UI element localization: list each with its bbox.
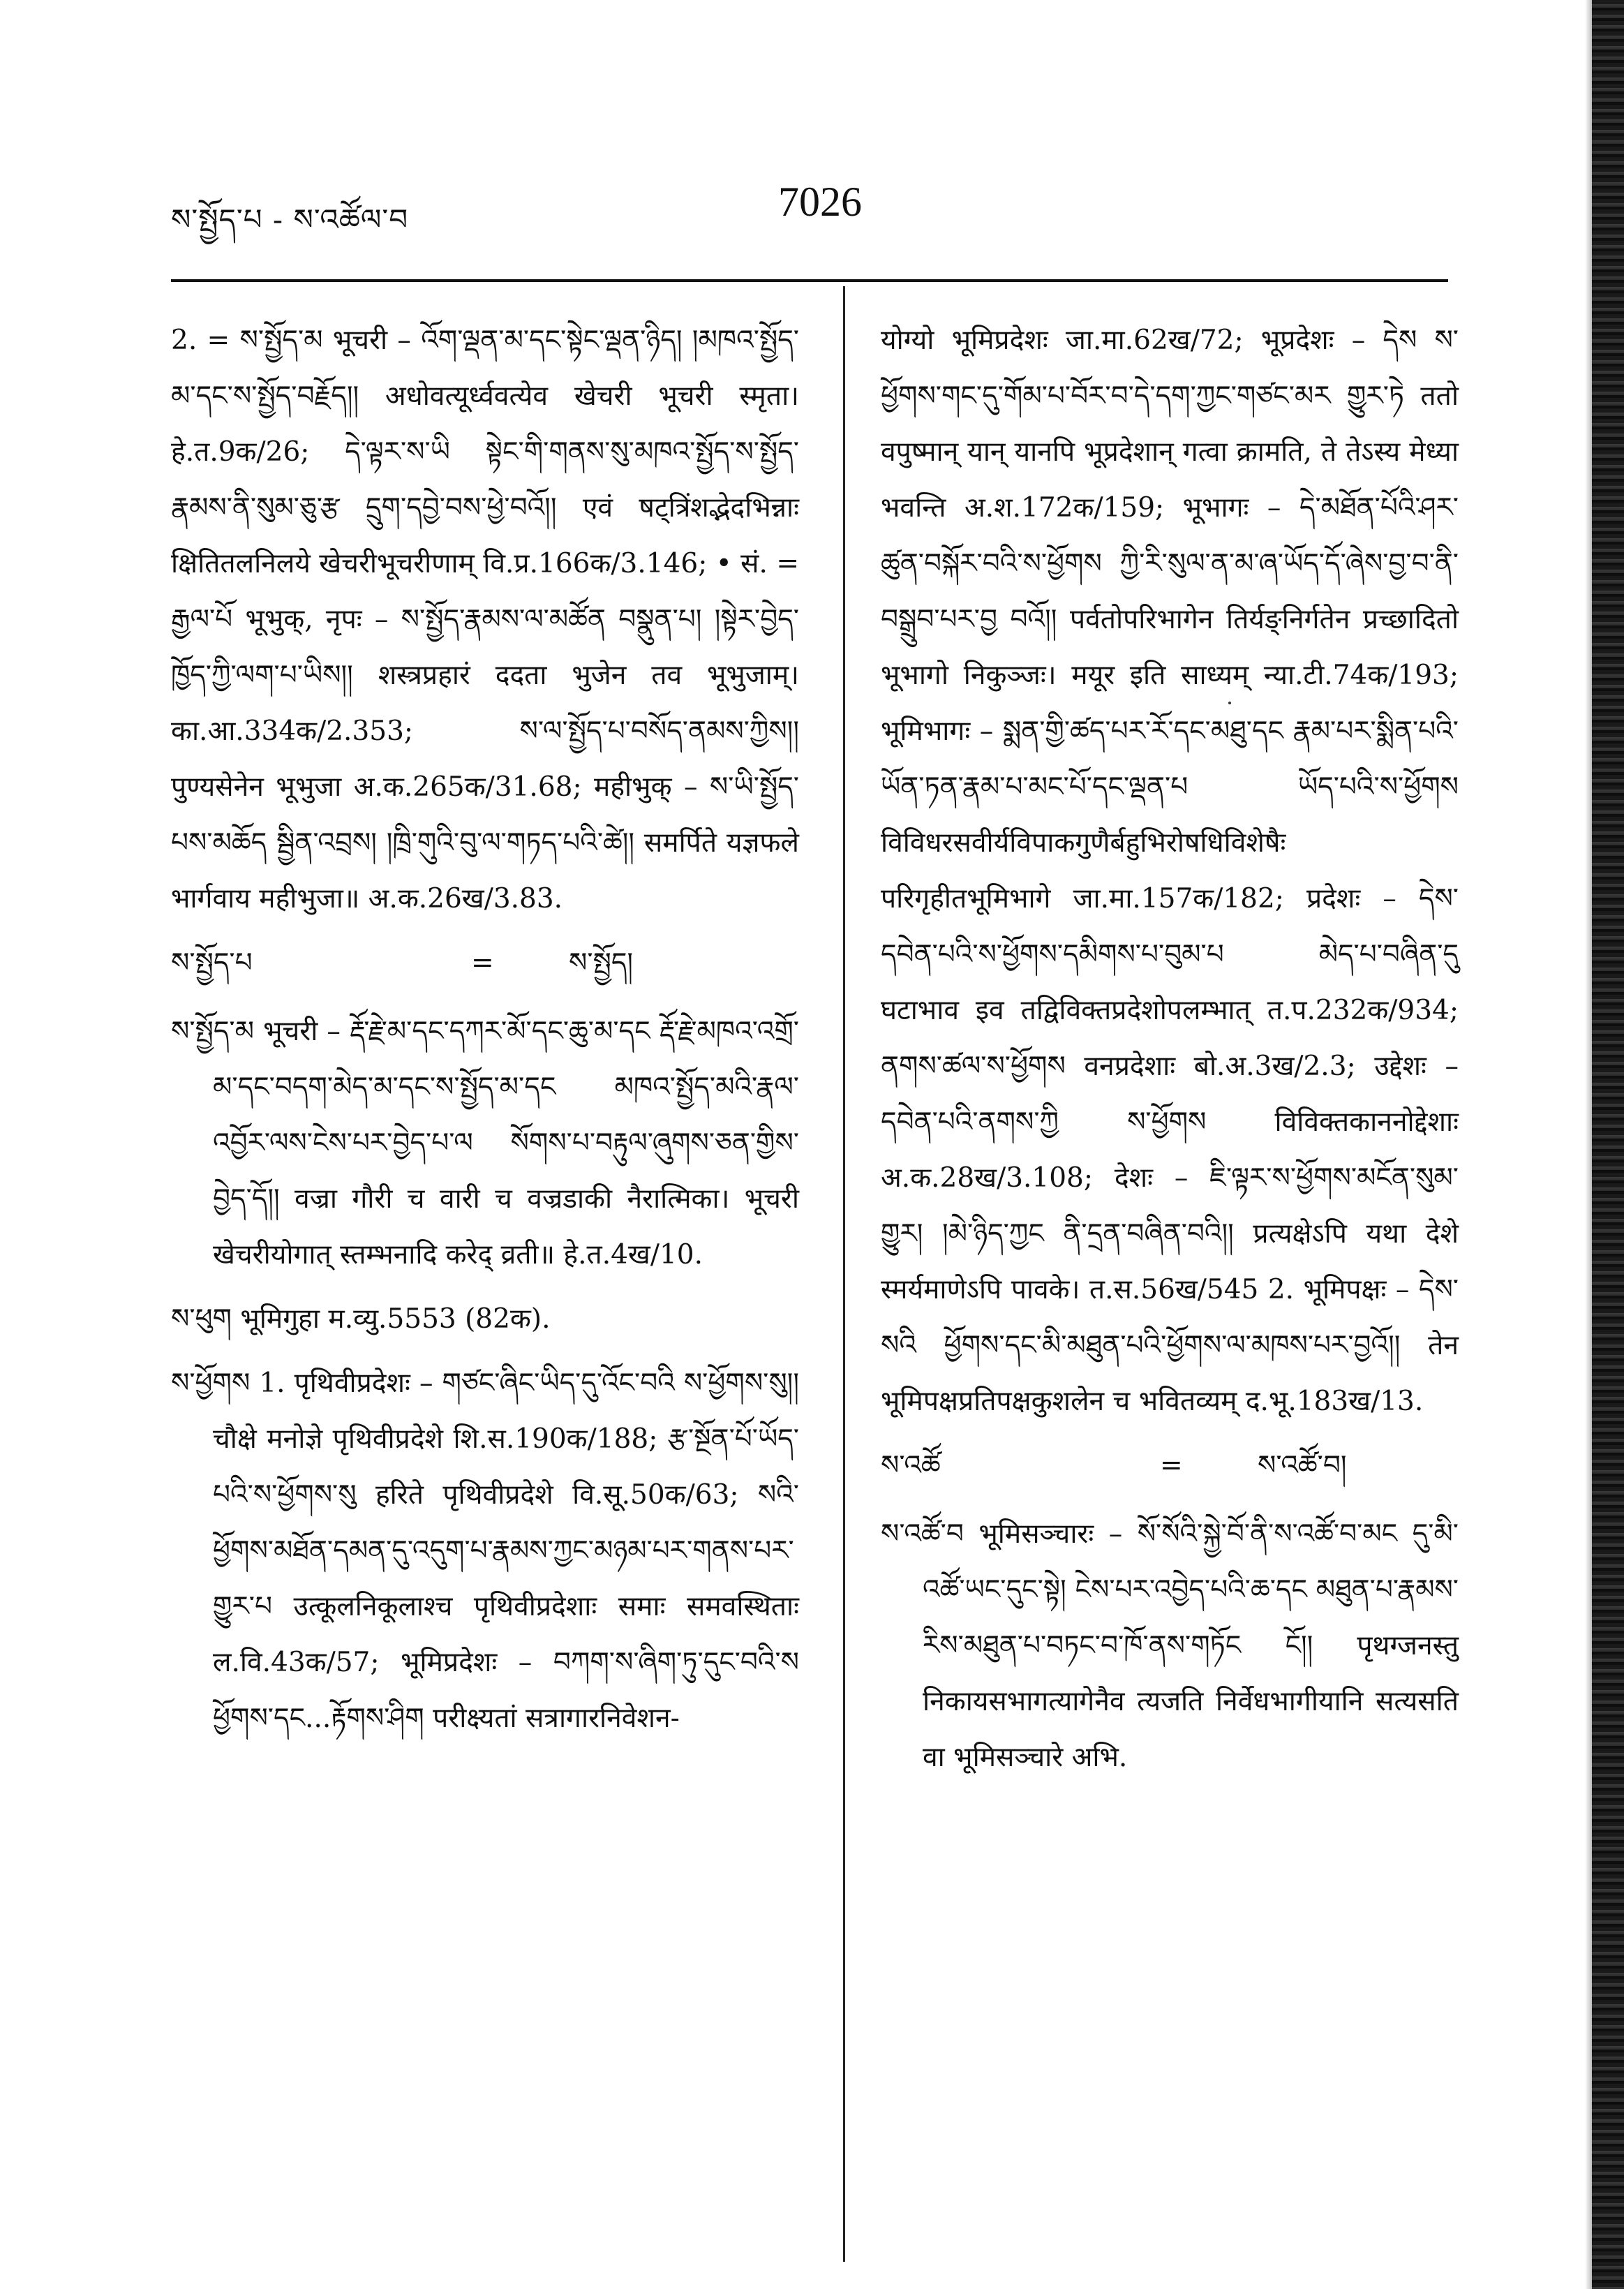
cross-reference [171, 935, 799, 991]
page-number: 7026 [778, 179, 862, 225]
xref-equals: = [1160, 1450, 1183, 1481]
xref-lemma: ས་འཚོ [881, 1450, 941, 1481]
page-header [171, 178, 1455, 237]
dictionary-entry-continued: योग्यो भूमिप्रदेशः जा.मा.62ख/72; भूप्रदेशः – དེས ས་ཕྱོགས་གང་དུ་གོམ་པ་བོར་བ་དེ་དག་ཀྱང་གཙང་མར གྱུར་ཏེ ततो वपुष्मान् यान् यानपि भूप्रदेशान् गत्वा क्रामति, ते तेऽस्य मेध्या भवन्ति अ.श.172क/159; भूभागः – དེ་མཐོན་པོའི་ཤར་ཚུན་བསྐོར་བའི་ས་ཕྱོགས ཀྱི་རི་སུལ་ན་མ་ཞ་ཡོད་དོ་ཞེས་བྱ་བ་ནི་བསྒྲུབ་པར་བྱ བའོ།། पर्वतोपरिभागेन तिर्यङ्निर्गतेन प्रच्छादितो भूभागो निकुञ्जः। मयूर इति साध्यम् न्या.टी.74क/193; भूमिभागः – སྨན་གྱི་ཚད་པར་རོ་དང་མཐུ་དང རྣམ་པར་སྨིན་པའི་ཡོན་ཏན་རྣམ་པ་མང་པོ་དང་ལྡན་པ ཡོད་པའི་ས་ཕྱོགས विविधरसवीर्यविपाकगुणैर्बहुभिरोषधिविशेषैः परिगृहीतभूमिभागे जा.मा.157क/182; प्रदेशः – དེས་དབེན་པའི་ས་ཕྱོགས་དམིགས་པ་བུམ་པ མེད་པ་བཞིན་དུ घटाभाव इव तद्विविक्तप्रदेशोपलम्भात् त.प.232क/934; ནགས་ཚལ་ས་ཕྱོགས वनप्रदेशाः बो.अ.3ख/2.3; उद्देशः – དབེན་པའི་ནགས་ཀྱི ས་ཕྱོགས विविक्तकाननोद्देशाः अ.क.28ख/3.108; देशः – ཇི་ལྟར་ས་ཕྱོགས་མངོན་སུམ་གྱུར། །མེ་ཉིད་ཀྱང ནི་དྲན་བཞིན་བའི།། प्रत्यक्षेऽपि यथा देशे स्मर्यमाणेऽपि पावके। त.स.56ख/545 2. भूमिपक्षः – དེས་སའི ཕྱོགས་དང་མི་མཐུན་པའི་ཕྱོགས་ལ་མཁས་པར་བྱའོ།། तेन भूमिपक्षप्रतिपक्षकुशलेन च भवितव्यम् द.भू.183ख/13. [881, 325, 1459, 1417]
xref-lemma: ས་སྤྱོད་པ [171, 947, 253, 979]
xref-target: ས་འཚོ་བ། [1258, 1450, 1347, 1481]
dictionary-entry: ས་ཕྱོགས 1. पृथिवीप्रदेशः – གཙང་ཞིང་ཡིད་དུ་འོང་བའི ས་ཕྱོགས་སུ།། चौक्षे मनोज्ञे पृथिवीप्रदेशे शि.स.190क/188; རྩ་སྔོན་པོ་ཡོད་པའི་ས་ཕྱོགས་སུ हरिते पृथिवीप्रदेशे वि.सू.50क/63; སའི་ཕྱོགས་མཐོན་དམན་དུ་འདུག་པ་རྣམས་ཀྱང་མཉམ་པར་གནས་པར་གྱུར་པ उत्कूलनिकूलाश्च पृथिवीप्रदेशाः समाः समवस्थिताः ल.वि.43क/57; भूमिप्रदेशः – བཀག་ས་ཞིག་ཏུ་དུང་བའི་ས ཕྱོགས་དང...རྟོགས་ཤིག परीक्ष्यतां सत्रागारनिवेशन- [171, 1368, 799, 1734]
xref-target: ས་སྤྱོད། [569, 947, 634, 979]
dictionary-entry: ས་ཕུག भूमिगुहा म.व्यु.5553 (82क). [171, 1303, 551, 1335]
column-divider [843, 286, 845, 2262]
dictionary-entry: 2. = ས་སྤྱོད་མ भूचरी – འོག་ལྡན་མ་དང་སྟེང་ལྡན་ཉིད། །མཁའ་སྤྱོད་མ་དང་ས་སྤྱོད་བརྗོད།། अधोवत्यूर्ध्ववत्येव खेचरी भूचरी स्मृता। हे.त.9क/26; དེ་ལྟར་ས་ཡི སྟེང་གི་གནས་སུ་མཁའ་སྤྱོད་ས་སྤྱོད་རྣམས་ནི་སུམ་ཅུ་རྩ དྲུག་དབྱེ་བས་ཕྱེ་བའོ།། एवं षट्त्रिंशद्भेदभिन्नाः क्षितितलनिलये खेचरीभूचरीणाम् वि.प्र.166क/3.146; • सं. = རྒྱལ་པོ भूभुक्, नृपः – ས་སྤྱོད་རྣམས་ལ་མཚོན བསྣུན་པ། །སྟེར་བྱེད་ཁྱོད་ཀྱི་ལག་པ་ཡིས།། शस्त्रप्रहारं ददता भुजेन तव भूभुजाम्। का.आ.334क/2.353; ས་ལ་སྤྱོད་པ་བསོད་ནམས་ཀྱིས།། पुण्यसेनेन भूभुजा अ.क.265क/31.68; महीभुक् – ས་ཡི་སྤྱོད་པས་མཆོད སྦྱིན་འབྲས། །ཁྲི་གུའི་བུ་ལ་གཏད་པའི་ཚེ།། समर्पिते यज्ञफले भार्गवाय महीभुजा॥ अ.क.26ख/3.83. [171, 325, 799, 914]
dictionary-entry: ས་སྤྱོད་མ भूचरी – རྡོ་རྗེ་མ་དང་དཀར་མོ་དང་ཆུ་མ་དང རྡོ་རྗེ་མཁའ་འགྲོ་མ་དང་བདག་མེད་མ་དང་ས་སྤྱོད་མ་དང མཁའ་སྤྱོད་མའི་རྣལ་འབྱོར་ལས་ངེས་པར་བྱེད་པ་ལ སོགས་པ་བརྟུལ་ཞུགས་ཅན་གྱིས་བྱེད་དོ།། वज्रा गौरी च वारी च वज्रडाकी नैरात्मिका। भूचरी खेचरीयोगात् स्तम्भनादि करेद् व्रती॥ हे.त.4ख/10. [171, 1016, 799, 1271]
right-column [881, 313, 1459, 1794]
running-head: ས་སྤྱོད་པ - ས་འཚོལ་བ [171, 202, 409, 237]
scan-edge-gradient [1585, 0, 1592, 2289]
left-column [171, 313, 799, 1755]
header-rule [171, 279, 1448, 282]
dictionary-entry: ས་འཚོ་བ भूमिसञ्चारः – སོ་སོའི་སྐྱེ་བོ་ནི་ས་འཚོ་བ་མང དུ་མི་འཚོ་ཡང་དུང་སྟེ། ངེས་པར་འབྱེད་པའི་ཆ་དང མཐུན་པ་རྣམས་རིས་མཐུན་པ་བཏང་བ་ཁོ་ནས་གཏོང ངོ།། पृथग्जनस्तु निकायसभागत्यागेनैव त्यजति निर्वेधभागीयानि सत्यसति वा भूमिसञ्चारे अभि. [881, 1518, 1459, 1773]
cross-reference [881, 1438, 1459, 1494]
scan-edge-shadow [1592, 0, 1624, 2289]
xref-equals: = [471, 947, 494, 979]
